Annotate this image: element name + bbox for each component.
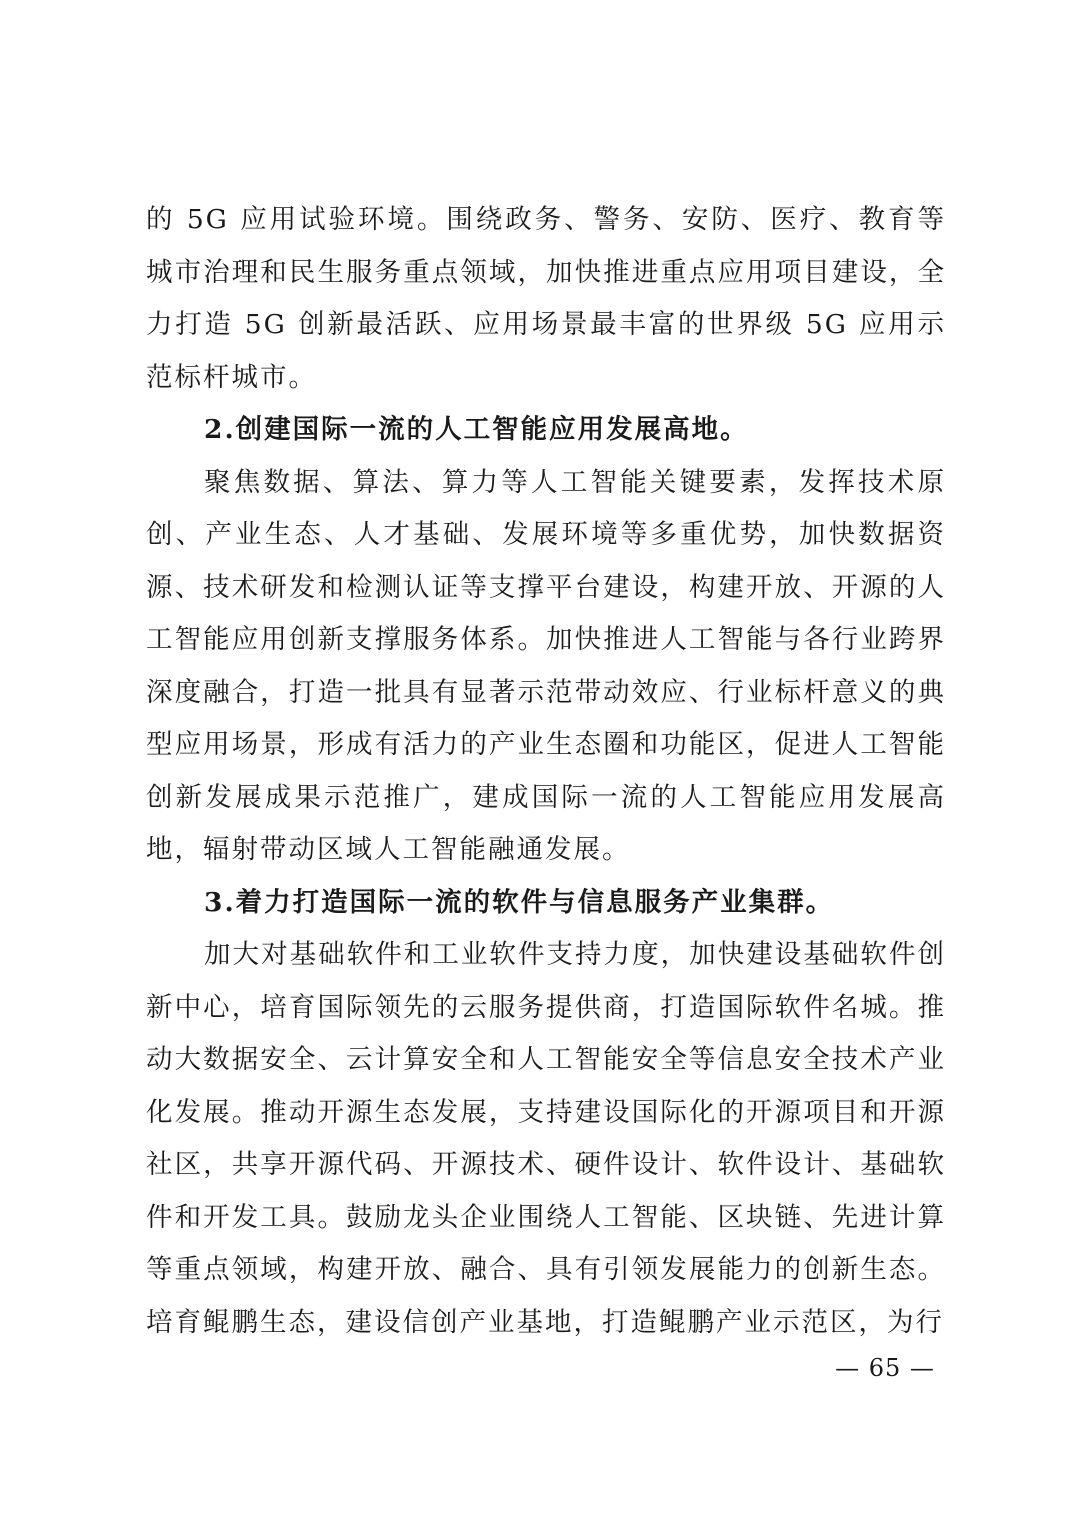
document-body — [146, 194, 946, 1349]
heading-section-3: 3.着力打造国际一流的软件与信息服务产业集群。 — [204, 886, 835, 918]
paragraph-section-3: 加大对基础软件和工业软件支持力度，加快建设基础软件创新中心，培育国际领先的云服务提供商，打造国际软件名城。推动大数据安全、云计算安全和人工智能安全等信息安全技术产业化发展。推动开源生态发展，支持建设国际化的开源项目和开源社区，共享开源代码、开源技术、硬件设计、软件设计、基础软件和开发工具。鼓励龙头企业围绕人工智能、区块链、先进计算等重点领域，构建开放、融合、具有引领发展能力的创新生态。培育鲲鹏生态，建设信创产业基地，打造鲲鹏产业示范区，为行 — [146, 939, 946, 1338]
heading-section-2: 2.创建国际一流的人工智能应用发展高地。 — [204, 414, 749, 445]
paragraph-continued: 的 5G 应用试验环境。围绕政务、警务、安防、医疗、教育等城市治理和民生服务重点领域，加快推进重点应用项目建设，全力打造 5G 创新最活跃、应用场景最丰富的世界级 5G 应用示范标杆城市。 — [146, 204, 946, 393]
paragraph-section-2: 聚焦数据、算法、算力等人工智能关键要素，发挥技术原创、产业生态、人才基础、发展环境等多重优势，加快数据资源、技术研发和检测认证等支撑平台建设，构建开放、开源的人工智能应用创新支撑服务体系。加快推进人工智能与各行业跨界深度融合，打造一批具有显著示范带动效应、行业标杆意义的典型应用场景，形成有活力的产业生态圈和功能区，促进人工智能创新发展成果示范推广，建成国际一流的人工智能应用发展高地，辐射带动区域人工智能融通发展。 — [146, 466, 946, 865]
page-number: — 65 — — [835, 1354, 935, 1382]
